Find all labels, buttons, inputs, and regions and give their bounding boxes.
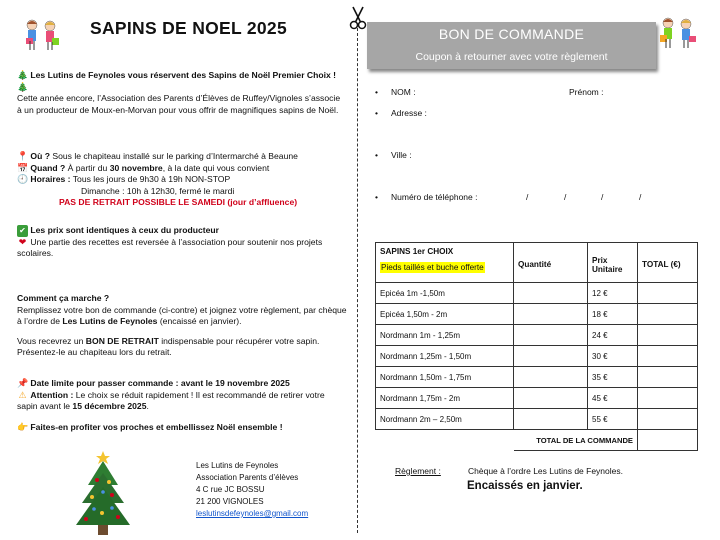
quantity-cell[interactable]: [514, 367, 588, 388]
total-cell[interactable]: [638, 388, 698, 409]
total-cell[interactable]: [638, 283, 698, 304]
cut-line: [357, 28, 358, 533]
contact-email-link[interactable]: leslutinsdefeynoles@gmail.com: [196, 509, 309, 518]
intro-section: [17, 70, 347, 116]
scissors-icon: [348, 6, 368, 30]
where-label: Où ?: [30, 151, 50, 161]
total-cell[interactable]: [638, 325, 698, 346]
deadline-section: 📌 Date limite pour passer commande : avant le 19 novembre 2025 ⚠ Attention : Le choix se réduit rapidement ! Il est recommandé de retirer votre sapin avant le 15 décembre 2025. 👉 Faites-en profiter vos proches et embellissez Noël ensemble !: [17, 378, 325, 432]
header-prix: Prix Unitaire: [588, 243, 638, 283]
row-price: 35 €: [588, 367, 638, 388]
total-label: TOTAL DE LA COMMANDE: [514, 430, 638, 451]
contact-line2: Association Parents d’élèves: [196, 473, 299, 482]
children-illustration-right: [656, 16, 700, 50]
row-price: 12 €: [588, 283, 638, 304]
total-cell[interactable]: [638, 409, 698, 430]
tel-slash: /: [601, 192, 604, 202]
no-pickup-notice: PAS DE RETRAIT POSSIBLE LE SAMEDI (jour d’affluence): [59, 197, 298, 208]
when-post: , à la date qui vous convient: [162, 162, 270, 173]
check-icon: ✔: [17, 225, 28, 237]
tel-slash: /: [526, 192, 529, 202]
sunday-hours: Dimanche : 10h à 12h30, fermé le mardi: [81, 185, 235, 196]
payment-label: Règlement :: [395, 466, 441, 476]
row-price: 24 €: [588, 325, 638, 346]
quantity-cell[interactable]: [514, 304, 588, 325]
quantity-cell[interactable]: [514, 283, 588, 304]
tel-slash: /: [564, 192, 567, 202]
table-row: [376, 388, 698, 409]
order-subtitle: Coupon à retourner avec votre règlement: [415, 51, 608, 63]
table-row: [376, 304, 698, 325]
attention-label: Attention :: [30, 389, 74, 400]
header-sapins: SAPINS 1er CHOIX: [380, 247, 454, 256]
order-table-header: [376, 243, 698, 283]
share-text: Faites-en profiter vos proches et embellissez Noël ensemble !: [30, 421, 283, 432]
prices-same: Les prix sont identiques à ceux du producteur: [30, 225, 220, 235]
intro-headline: Les Lutins de Feynoles vous réservent des Sapins de Noël Premier Choix !: [30, 70, 337, 80]
deadline-label: Date limite pour passer commande :: [30, 378, 179, 388]
quantity-cell[interactable]: [514, 346, 588, 367]
page-title: SAPINS DE NOEL 2025: [90, 18, 287, 38]
header-total: TOTAL (€): [638, 243, 698, 283]
when-pre: À partir du: [67, 162, 108, 173]
row-price: 55 €: [588, 409, 638, 430]
row-name: Epicéa 1,50m - 2m: [376, 304, 514, 325]
table-row: [376, 367, 698, 388]
header-quantite: Quantité: [514, 243, 588, 283]
row-price: 18 €: [588, 304, 638, 325]
total-cell[interactable]: [638, 346, 698, 367]
attention-date: 15 décembre 2025: [72, 401, 147, 412]
when-date: 30 novembre: [109, 162, 163, 173]
hours-text: Tous les jours de 9h30 à 19h NON-STOP: [72, 174, 231, 185]
table-row: [376, 283, 698, 304]
pushpin-icon: 📌: [17, 378, 29, 388]
info-section: [17, 151, 347, 209]
ville-label: Ville :: [391, 150, 412, 160]
total-row: [376, 430, 698, 451]
total-cell[interactable]: [638, 304, 698, 325]
how-text1-post: (encaissé en janvier).: [159, 316, 242, 327]
total-cell[interactable]: [638, 367, 698, 388]
ville-field[interactable]: • Ville :: [375, 150, 412, 160]
pointing-hand-icon: 👉: [17, 421, 29, 432]
row-name: Nordmann 1,75m - 2m: [376, 388, 514, 409]
adresse-label: Adresse :: [391, 108, 427, 118]
location-pin-icon: 📍: [17, 151, 29, 161]
how-text1: Remplissez votre bon de commande (ci-contre) et joignez votre règlement, par chèque à l’ordre de: [17, 304, 347, 327]
how-text2-bold: BON DE RETRAIT: [85, 335, 159, 346]
how-text2: Vous recevrez un: [17, 335, 84, 346]
attention-text: Le choix se réduit rapidement ! Il est recommandé de retirer votre sapin avant le: [17, 389, 325, 412]
contact-line4: 21 200 VIGNOLES: [196, 497, 264, 506]
tree-icon: 🎄: [17, 70, 29, 80]
tel-label: Numéro de téléphone :: [391, 192, 478, 202]
hours-label: Horaires :: [30, 174, 71, 185]
deadline-date: avant le 19 novembre 2025: [180, 378, 290, 388]
table-row: [376, 409, 698, 430]
prenom-label: Prénom :: [569, 87, 604, 97]
when-label: Quand ?: [30, 162, 66, 173]
order-table: [375, 242, 698, 451]
order-header: [367, 22, 656, 69]
clock-icon: 🕘: [17, 174, 29, 185]
contact-block: [196, 460, 308, 520]
quantity-cell[interactable]: [514, 409, 588, 430]
row-name: Epicéa 1m -1,50m: [376, 283, 514, 304]
contact-line3: 4 C rue JC BOSSU: [196, 485, 265, 494]
row-name: Nordmann 1m - 1,25m: [376, 325, 514, 346]
payment-section: [395, 466, 623, 476]
where-text: Sous le chapiteau installé sur le parking d’Intermarché à Beaune: [52, 151, 298, 161]
intro-paragraph: Cette année encore, l’Association des Parents d’Élèves de Ruffey/Vignoles s’associe à un producteur de Moux-en-Morvan pour vous offrir de magnifiques sapins de Noël.: [17, 93, 341, 115]
row-price: 30 €: [588, 346, 638, 367]
heart-icon: ❤: [18, 236, 27, 247]
nom-label: NOM :: [391, 87, 416, 97]
tree-icon: 🎄: [17, 81, 29, 92]
table-row: [376, 346, 698, 367]
row-price: 45 €: [588, 388, 638, 409]
how-question: Comment ça marche ?: [17, 293, 110, 303]
payment-note: Encaissés en janvier.: [467, 480, 583, 492]
how-text1-bold: Les Lutins de Feynoles: [62, 316, 158, 327]
prices-donation: Une partie des recettes est reversée à l’association pour soutenir nos projets scolaires.: [17, 236, 323, 259]
calendar-icon: 📅: [17, 162, 29, 173]
how-section: [17, 293, 347, 359]
header-sapins-sub: Pieds taillés et buche offerte: [381, 263, 484, 272]
tel-slash: /: [639, 192, 642, 202]
quantity-cell[interactable]: [514, 388, 588, 409]
order-title: BON DE COMMANDE: [438, 26, 585, 42]
christmas-tree-illustration: [72, 447, 134, 537]
grand-total-cell[interactable]: [638, 430, 698, 451]
table-row: [376, 325, 698, 346]
telephone-field[interactable]: • Numéro de téléphone : / / / /: [375, 192, 642, 202]
contact-line1: Les Lutins de Feynoles: [196, 461, 279, 470]
children-illustration-left: [20, 18, 64, 52]
row-name: Nordmann 1,50m - 1,75m: [376, 367, 514, 388]
row-name: Nordmann 1,25m - 1,50m: [376, 346, 514, 367]
how-text2-post: indispensable pour récupérer votre sapin. Présentez-le au chapiteau lors du retrait.: [17, 335, 320, 358]
adresse-field[interactable]: • Adresse :: [375, 108, 427, 118]
nom-field[interactable]: • NOM : Prénom :: [375, 87, 604, 97]
warning-icon: ⚠: [18, 389, 27, 400]
quantity-cell[interactable]: [514, 325, 588, 346]
row-name: Nordmann 2m – 2,50m: [376, 409, 514, 430]
payment-text: Chèque à l’ordre Les Lutins de Feynoles.: [468, 466, 623, 476]
prices-section: [17, 225, 347, 260]
